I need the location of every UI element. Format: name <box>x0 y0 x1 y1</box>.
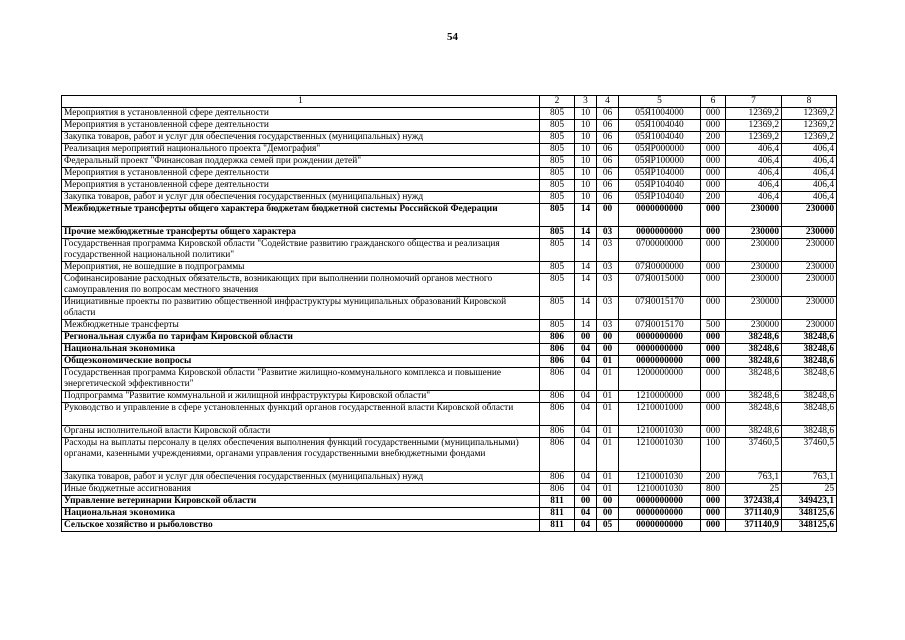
cell-pr: 06 <box>597 132 619 144</box>
cell-sum-col8: 38248,6 <box>782 426 837 438</box>
cell-name: Государственная программа Кировской области "Развитие жилищно-коммунального комплекса и повышение энергетической эффективности" <box>62 368 540 391</box>
table-row <box>62 227 837 239</box>
cell-sum-col7: 406,4 <box>726 180 782 192</box>
cell-pr: 01 <box>597 472 619 484</box>
cell-pr: 01 <box>597 438 619 472</box>
table-row <box>62 403 837 426</box>
cell-vr: 200 <box>701 132 726 144</box>
table-row <box>62 168 837 180</box>
cell-sum-col8: 406,4 <box>782 192 837 204</box>
cell-pr: 03 <box>597 227 619 239</box>
cell-pr: 01 <box>597 426 619 438</box>
cell-csr: 1200000000 <box>619 368 701 391</box>
table-row <box>62 204 837 227</box>
cell-sum-col7: 230000 <box>726 320 782 332</box>
cell-name: Федеральный проект "Финансовая поддержка семей при рождении детей" <box>62 156 540 168</box>
cell-rz: 04 <box>575 391 597 403</box>
cell-sum-col7: 230000 <box>726 274 782 297</box>
cell-csr: 05Я1004040 <box>619 132 701 144</box>
cell-vr: 000 <box>701 403 726 426</box>
cell-sum-col8: 12369,2 <box>782 132 837 144</box>
cell-name: Мероприятия в установленной сфере деятельности <box>62 168 540 180</box>
cell-ved: 806 <box>540 356 575 368</box>
table-row <box>62 120 837 132</box>
table-row <box>62 239 837 262</box>
cell-sum-col8: 230000 <box>782 227 837 239</box>
table-row <box>62 297 837 320</box>
cell-pr: 00 <box>597 344 619 356</box>
cell-vr: 000 <box>701 391 726 403</box>
cell-ved: 811 <box>540 496 575 508</box>
cell-ved: 805 <box>540 239 575 262</box>
cell-csr: 05ЯР104040 <box>619 192 701 204</box>
cell-sum-col8: 37460,5 <box>782 438 837 472</box>
cell-name: Государственная программа Кировской области "Содействие развитию гражданского общества и реализация государственной национальной политики" <box>62 239 540 262</box>
cell-sum-col7: 12369,2 <box>726 120 782 132</box>
cell-sum-col8: 38248,6 <box>782 344 837 356</box>
cell-csr: 1210000000 <box>619 391 701 403</box>
page-number: 54 <box>447 31 458 43</box>
header-cell: 7 <box>726 96 782 108</box>
table-row <box>62 356 837 368</box>
cell-rz: 10 <box>575 120 597 132</box>
cell-rz: 14 <box>575 227 597 239</box>
cell-sum-col7: 37460,5 <box>726 438 782 472</box>
cell-name: Общеэкономические вопросы <box>62 356 540 368</box>
table-row <box>62 156 837 168</box>
header-cell: 5 <box>619 96 701 108</box>
cell-vr: 200 <box>701 472 726 484</box>
cell-sum-col8: 230000 <box>782 274 837 297</box>
cell-ved: 805 <box>540 132 575 144</box>
cell-sum-col8: 348125,6 <box>782 520 837 532</box>
cell-ved: 806 <box>540 391 575 403</box>
cell-name: Реализация мероприятий национального проекта "Демография" <box>62 144 540 156</box>
cell-vr: 000 <box>701 204 726 227</box>
cell-pr: 06 <box>597 144 619 156</box>
cell-ved: 811 <box>540 508 575 520</box>
table-row <box>62 192 837 204</box>
cell-name: Мероприятия в установленной сфере деятельности <box>62 108 540 120</box>
header-cell: 3 <box>575 96 597 108</box>
cell-sum-col8: 406,4 <box>782 156 837 168</box>
table-row <box>62 508 837 520</box>
cell-pr: 00 <box>597 508 619 520</box>
cell-sum-col8: 38248,6 <box>782 403 837 426</box>
cell-csr: 07Я0015170 <box>619 297 701 320</box>
cell-sum-col7: 38248,6 <box>726 391 782 403</box>
cell-pr: 01 <box>597 356 619 368</box>
cell-rz: 04 <box>575 520 597 532</box>
cell-sum-col7: 12369,2 <box>726 132 782 144</box>
cell-csr: 1210001030 <box>619 472 701 484</box>
cell-name: Закупка товаров, работ и услуг для обеспечения государственных (муниципальных) нужд <box>62 132 540 144</box>
cell-vr: 500 <box>701 320 726 332</box>
cell-rz: 14 <box>575 274 597 297</box>
cell-pr: 00 <box>597 204 619 227</box>
header-cell: 1 <box>62 96 540 108</box>
table-row <box>62 180 837 192</box>
cell-pr: 06 <box>597 192 619 204</box>
cell-name: Закупка товаров, работ и услуг для обеспечения государственных (муниципальных) нужд <box>62 192 540 204</box>
cell-name: Инициативные проекты по развитию общественной инфраструктуры муниципальных образований Кировской области <box>62 297 540 320</box>
cell-sum-col7: 406,4 <box>726 156 782 168</box>
cell-name: Национальная экономика <box>62 344 540 356</box>
cell-ved: 806 <box>540 344 575 356</box>
cell-csr: 1210001030 <box>619 438 701 472</box>
cell-sum-col7: 406,4 <box>726 168 782 180</box>
cell-ved: 806 <box>540 472 575 484</box>
cell-name: Руководство и управление в сфере установленных функций органов государственной власти Кировской области <box>62 403 540 426</box>
cell-sum-col7: 406,4 <box>726 192 782 204</box>
cell-vr: 000 <box>701 332 726 344</box>
cell-rz: 04 <box>575 472 597 484</box>
table-row <box>62 132 837 144</box>
cell-rz: 10 <box>575 108 597 120</box>
cell-sum-col8: 230000 <box>782 239 837 262</box>
cell-csr: 1210001030 <box>619 484 701 496</box>
cell-csr: 0000000000 <box>619 204 701 227</box>
cell-rz: 10 <box>575 156 597 168</box>
cell-sum-col7: 38248,6 <box>726 426 782 438</box>
table-row <box>62 368 837 391</box>
cell-vr: 000 <box>701 356 726 368</box>
cell-pr: 05 <box>597 520 619 532</box>
cell-ved: 805 <box>540 227 575 239</box>
cell-vr: 800 <box>701 484 726 496</box>
cell-sum-col8: 763,1 <box>782 472 837 484</box>
cell-vr: 000 <box>701 108 726 120</box>
cell-pr: 01 <box>597 484 619 496</box>
header-cell: 6 <box>701 96 726 108</box>
cell-name: Расходы на выплаты персоналу в целях обеспечения выполнения функций государственными (муниципальными) органами, казенными учреждениями, органами управления государственными внебюджетными фондами <box>62 438 540 472</box>
cell-name: Сельское хозяйство и рыболовство <box>62 520 540 532</box>
cell-sum-col7: 230000 <box>726 297 782 320</box>
cell-pr: 03 <box>597 239 619 262</box>
cell-sum-col7: 230000 <box>726 262 782 274</box>
cell-ved: 806 <box>540 426 575 438</box>
cell-sum-col8: 406,4 <box>782 180 837 192</box>
cell-rz: 14 <box>575 320 597 332</box>
cell-rz: 04 <box>575 344 597 356</box>
cell-ved: 806 <box>540 368 575 391</box>
cell-csr: 07Я0000000 <box>619 262 701 274</box>
cell-rz: 04 <box>575 403 597 426</box>
cell-rz: 14 <box>575 297 597 320</box>
cell-pr: 06 <box>597 120 619 132</box>
table-row <box>62 426 837 438</box>
table-row <box>62 484 837 496</box>
cell-ved: 805 <box>540 274 575 297</box>
cell-sum-col7: 38248,6 <box>726 356 782 368</box>
cell-csr: 05ЯР000000 <box>619 144 701 156</box>
cell-sum-col7: 230000 <box>726 204 782 227</box>
header-cell: 4 <box>597 96 619 108</box>
cell-rz: 04 <box>575 426 597 438</box>
cell-sum-col7: 38248,6 <box>726 344 782 356</box>
cell-vr: 000 <box>701 227 726 239</box>
cell-vr: 000 <box>701 180 726 192</box>
cell-rz: 14 <box>575 262 597 274</box>
cell-ved: 806 <box>540 332 575 344</box>
cell-pr: 01 <box>597 368 619 391</box>
cell-vr: 000 <box>701 274 726 297</box>
cell-rz: 14 <box>575 204 597 227</box>
cell-ved: 805 <box>540 297 575 320</box>
cell-sum-col8: 230000 <box>782 320 837 332</box>
cell-sum-col8: 38248,6 <box>782 391 837 403</box>
cell-sum-col7: 230000 <box>726 227 782 239</box>
cell-ved: 805 <box>540 180 575 192</box>
cell-rz: 04 <box>575 438 597 472</box>
cell-csr: 0000000000 <box>619 356 701 368</box>
cell-name: Софинансирование расходных обязательств, возникающих при выполнении полномочий органов местного самоуправления по вопросам местного значения <box>62 274 540 297</box>
cell-sum-col8: 406,4 <box>782 144 837 156</box>
cell-pr: 06 <box>597 168 619 180</box>
cell-ved: 805 <box>540 108 575 120</box>
cell-csr: 1210001000 <box>619 403 701 426</box>
cell-pr: 00 <box>597 332 619 344</box>
cell-rz: 14 <box>575 239 597 262</box>
cell-ved: 806 <box>540 484 575 496</box>
cell-ved: 805 <box>540 262 575 274</box>
cell-sum-col7: 38248,6 <box>726 403 782 426</box>
cell-name: Региональная служба по тарифам Кировской области <box>62 332 540 344</box>
cell-sum-col8: 406,4 <box>782 168 837 180</box>
cell-sum-col8: 230000 <box>782 204 837 227</box>
cell-sum-col7: 12369,2 <box>726 108 782 120</box>
cell-name: Иные бюджетные ассигнования <box>62 484 540 496</box>
cell-pr: 03 <box>597 297 619 320</box>
cell-vr: 000 <box>701 368 726 391</box>
header-cell: 2 <box>540 96 575 108</box>
cell-csr: 0700000000 <box>619 239 701 262</box>
cell-pr: 01 <box>597 391 619 403</box>
cell-sum-col7: 230000 <box>726 239 782 262</box>
cell-ved: 805 <box>540 192 575 204</box>
table-row <box>62 391 837 403</box>
cell-sum-col7: 38248,6 <box>726 368 782 391</box>
cell-sum-col8: 25 <box>782 484 837 496</box>
cell-rz: 04 <box>575 508 597 520</box>
cell-rz: 10 <box>575 144 597 156</box>
table-row <box>62 262 837 274</box>
cell-rz: 00 <box>575 332 597 344</box>
table-row <box>62 496 837 508</box>
cell-rz: 10 <box>575 168 597 180</box>
cell-vr: 000 <box>701 344 726 356</box>
cell-ved: 805 <box>540 144 575 156</box>
cell-sum-col8: 38248,6 <box>782 356 837 368</box>
cell-sum-col7: 406,4 <box>726 144 782 156</box>
cell-csr: 0000000000 <box>619 344 701 356</box>
cell-rz: 04 <box>575 356 597 368</box>
cell-pr: 06 <box>597 108 619 120</box>
cell-ved: 805 <box>540 120 575 132</box>
cell-sum-col8: 12369,2 <box>782 108 837 120</box>
cell-csr: 05ЯР104000 <box>619 168 701 180</box>
cell-csr: 05Я1004040 <box>619 120 701 132</box>
cell-csr: 1210001030 <box>619 426 701 438</box>
cell-csr: 0000000000 <box>619 520 701 532</box>
cell-vr: 200 <box>701 192 726 204</box>
cell-vr: 000 <box>701 120 726 132</box>
cell-name: Мероприятия в установленной сфере деятельности <box>62 120 540 132</box>
cell-rz: 04 <box>575 484 597 496</box>
cell-vr: 000 <box>701 297 726 320</box>
cell-ved: 806 <box>540 403 575 426</box>
cell-name: Подпрограмма "Развитие коммунальной и жилищной инфраструктуры Кировской области" <box>62 391 540 403</box>
table-row <box>62 438 837 472</box>
cell-rz: 00 <box>575 496 597 508</box>
table-row <box>62 344 837 356</box>
cell-vr: 000 <box>701 239 726 262</box>
cell-ved: 805 <box>540 204 575 227</box>
cell-pr: 03 <box>597 320 619 332</box>
cell-sum-col7: 371140,9 <box>726 508 782 520</box>
cell-csr: 0000000000 <box>619 496 701 508</box>
cell-pr: 01 <box>597 403 619 426</box>
cell-sum-col7: 372438,4 <box>726 496 782 508</box>
cell-ved: 805 <box>540 168 575 180</box>
cell-pr: 06 <box>597 180 619 192</box>
cell-csr: 05ЯР104040 <box>619 180 701 192</box>
cell-name: Органы исполнительной власти Кировской области <box>62 426 540 438</box>
cell-ved: 805 <box>540 156 575 168</box>
cell-csr: 05Я1004000 <box>619 108 701 120</box>
header-row <box>62 96 837 108</box>
cell-rz: 04 <box>575 368 597 391</box>
cell-vr: 000 <box>701 496 726 508</box>
cell-sum-col8: 12369,2 <box>782 120 837 132</box>
cell-vr: 000 <box>701 508 726 520</box>
cell-csr: 07Я0015000 <box>619 274 701 297</box>
budget-table <box>61 95 837 532</box>
cell-name: Мероприятия, не вошедшие в подпрограммы <box>62 262 540 274</box>
cell-vr: 000 <box>701 426 726 438</box>
cell-vr: 000 <box>701 262 726 274</box>
cell-sum-col8: 38248,6 <box>782 368 837 391</box>
cell-name: Межбюджетные трансферты общего характера бюджетам бюджетной системы Российской Федерации <box>62 204 540 227</box>
cell-vr: 000 <box>701 520 726 532</box>
cell-vr: 000 <box>701 168 726 180</box>
cell-ved: 805 <box>540 320 575 332</box>
table-body <box>62 96 837 532</box>
cell-pr: 03 <box>597 262 619 274</box>
header-cell: 8 <box>782 96 837 108</box>
cell-sum-col7: 25 <box>726 484 782 496</box>
cell-csr: 07Я0015170 <box>619 320 701 332</box>
cell-pr: 03 <box>597 274 619 297</box>
table-row <box>62 108 837 120</box>
cell-name: Прочие межбюджетные трансферты общего характера <box>62 227 540 239</box>
cell-sum-col7: 371140,9 <box>726 520 782 532</box>
cell-vr: 000 <box>701 144 726 156</box>
cell-name: Управление ветеринарии Кировской области <box>62 496 540 508</box>
cell-ved: 811 <box>540 520 575 532</box>
cell-rz: 10 <box>575 192 597 204</box>
cell-sum-col8: 38248,6 <box>782 332 837 344</box>
cell-csr: 05ЯР100000 <box>619 156 701 168</box>
cell-rz: 10 <box>575 132 597 144</box>
cell-vr: 000 <box>701 156 726 168</box>
cell-name: Мероприятия в установленной сфере деятельности <box>62 180 540 192</box>
cell-pr: 00 <box>597 496 619 508</box>
cell-sum-col7: 763,1 <box>726 472 782 484</box>
cell-sum-col8: 230000 <box>782 297 837 320</box>
table-row <box>62 274 837 297</box>
cell-sum-col8: 230000 <box>782 262 837 274</box>
cell-name: Закупка товаров, работ и услуг для обеспечения государственных (муниципальных) нужд <box>62 472 540 484</box>
cell-sum-col8: 348125,6 <box>782 508 837 520</box>
cell-csr: 0000000000 <box>619 332 701 344</box>
table-row <box>62 320 837 332</box>
table-row <box>62 144 837 156</box>
cell-csr: 0000000000 <box>619 508 701 520</box>
cell-name: Национальная экономика <box>62 508 540 520</box>
cell-sum-col7: 38248,6 <box>726 332 782 344</box>
table-row <box>62 472 837 484</box>
table-row <box>62 520 837 532</box>
cell-ved: 806 <box>540 438 575 472</box>
cell-csr: 0000000000 <box>619 227 701 239</box>
cell-vr: 100 <box>701 438 726 472</box>
cell-rz: 10 <box>575 180 597 192</box>
cell-pr: 06 <box>597 156 619 168</box>
table-row <box>62 332 837 344</box>
cell-name: Межбюджетные трансферты <box>62 320 540 332</box>
cell-sum-col8: 349423,1 <box>782 496 837 508</box>
